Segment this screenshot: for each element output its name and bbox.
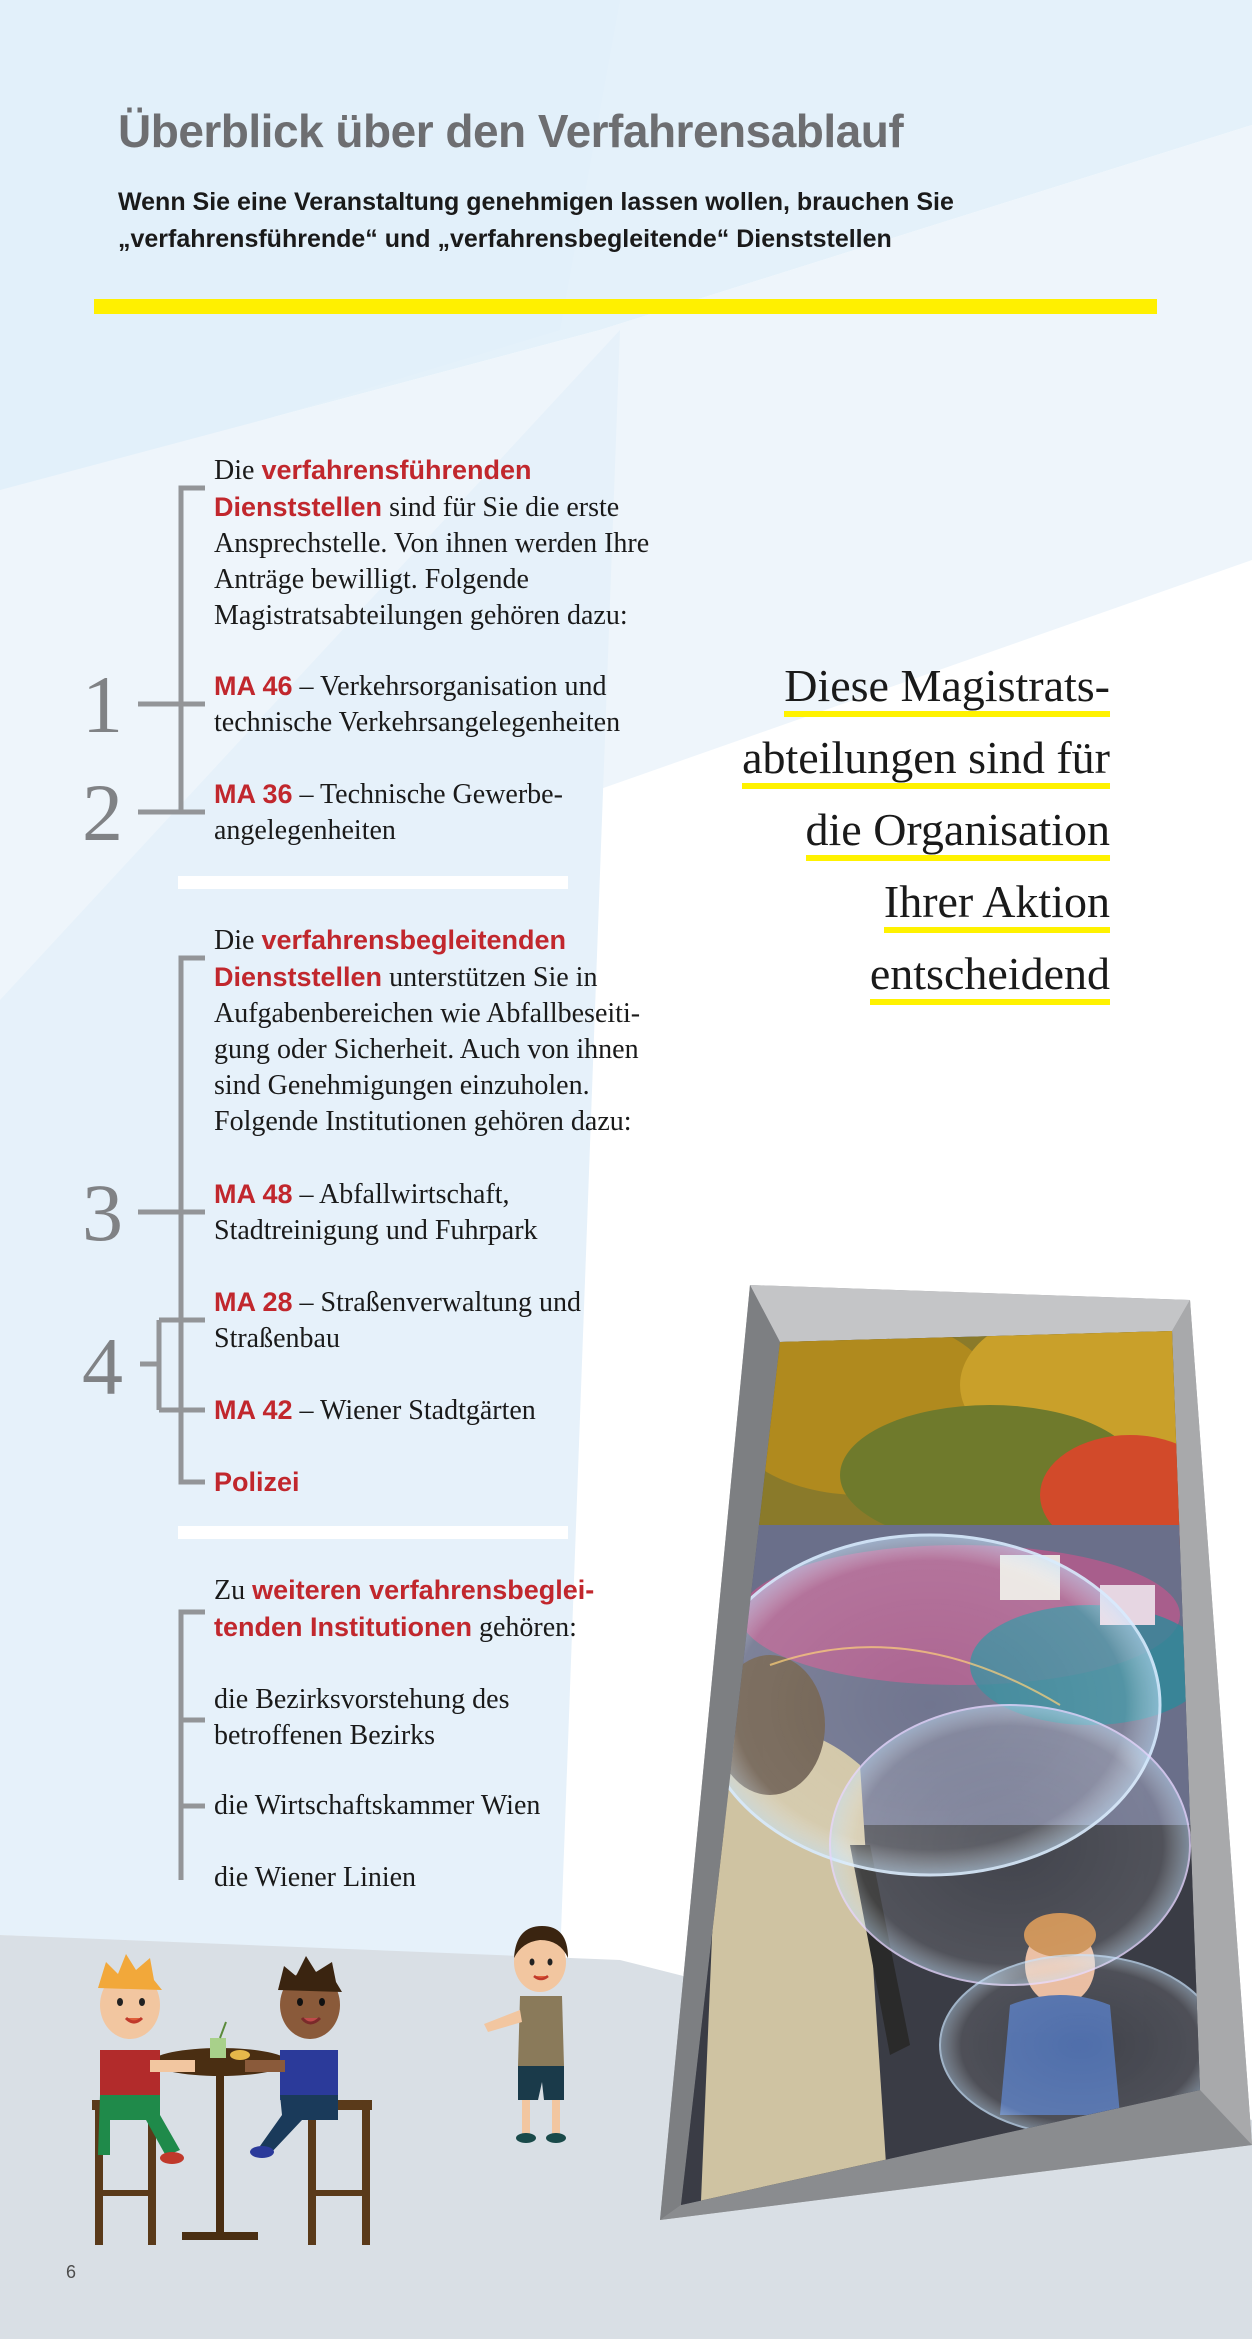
section2-intro-post: unterstützen Sie in Aufgabenbereichen wie Abfallbeseiti-gung oder Sicherheit. Auch von ihnen sind Genehmigungen einzuholen. Folgende Institutionen gehören dazu: [214,962,641,1137]
item-code: MA 28 [214,1287,293,1317]
step-number-2: 2 [82,767,123,858]
list-item-bezirksvorstehung: die Bezirksvorstehung des betroffenen Bezirks [214,1684,510,1751]
item-desc: – Abfallwirtschaft, Stadtreinigung und Fuhrpark [214,1179,538,1246]
list-item-polizei [214,1464,634,1501]
section1-intro-post: sind für Sie die erste Ansprechstelle. Von ihnen werden Ihre Anträge bewilligt. Folgende Magistratsabteilungen gehören dazu: [214,492,650,631]
page-title: Überblick über den Verfahrensablauf [118,105,904,157]
section1-intro [214,452,664,634]
item-desc: – Wiener Stadtgärten [292,1395,536,1426]
quote-line-3: die Organisation [590,794,1110,866]
section3-intro [214,1572,634,1646]
item-desc: – Verkehrsorganisation und technische Verkehrsangelegenheiten [214,671,621,738]
subtitle-line-1: Wenn Sie eine Veranstaltung genehmigen lassen wollen, brauchen Sie [118,188,954,216]
quote-line-5: entscheidend [590,938,1110,1010]
item-code: MA 48 [214,1179,293,1209]
quote-line-4: Ihrer Aktion [590,866,1110,938]
item-code: MA 46 [214,671,293,701]
pull-quote [590,650,1110,1010]
step-number-1: 1 [82,659,123,750]
section3-intro-pre: Zu [214,1575,253,1606]
item-code: MA 42 [214,1395,293,1425]
list-item-wirtschaftskammer: die Wirtschaftskammer Wien [214,1790,541,1821]
step-number-3: 3 [82,1167,123,1258]
section2-intro-bold: verfahrensbegleitenden Dienststellen [214,925,567,992]
section1-intro-bold: verfahrensführenden Dienststellen [214,455,532,522]
list-item-ma28 [214,1284,614,1357]
list-item-ma48 [214,1176,614,1249]
subtitle-line-2: „verfahrensführende“ und „verfahrensbegleitende“ Dienststellen [118,225,892,253]
item-desc: – Technische Gewerbe-angelegenheiten [214,779,563,846]
item-code: Polizei [214,1467,300,1497]
list-item-wiener-linien: die Wiener Linien [214,1862,417,1893]
page-number: 6 [66,2262,77,2282]
quote-line-1: Diese Magistrats- [590,650,1110,722]
people-illustration [70,1910,610,2250]
section3-intro-bold: weiteren verfahrensbeglei-tenden Institutionen [214,1575,595,1642]
list-item-ma36 [214,776,609,849]
step-number-4: 4 [82,1321,123,1412]
section1-intro-pre: Die [214,455,262,486]
list-item-ma42 [214,1392,634,1429]
item-code: MA 36 [214,779,293,809]
section3-intro-post: gehören: [471,1612,577,1643]
quote-line-2: abteilungen sind für [590,722,1110,794]
item-desc: – Straßenverwaltung und Straßenbau [214,1287,582,1354]
event-photo [660,1285,1252,2225]
section2-intro-pre: Die [214,925,262,956]
